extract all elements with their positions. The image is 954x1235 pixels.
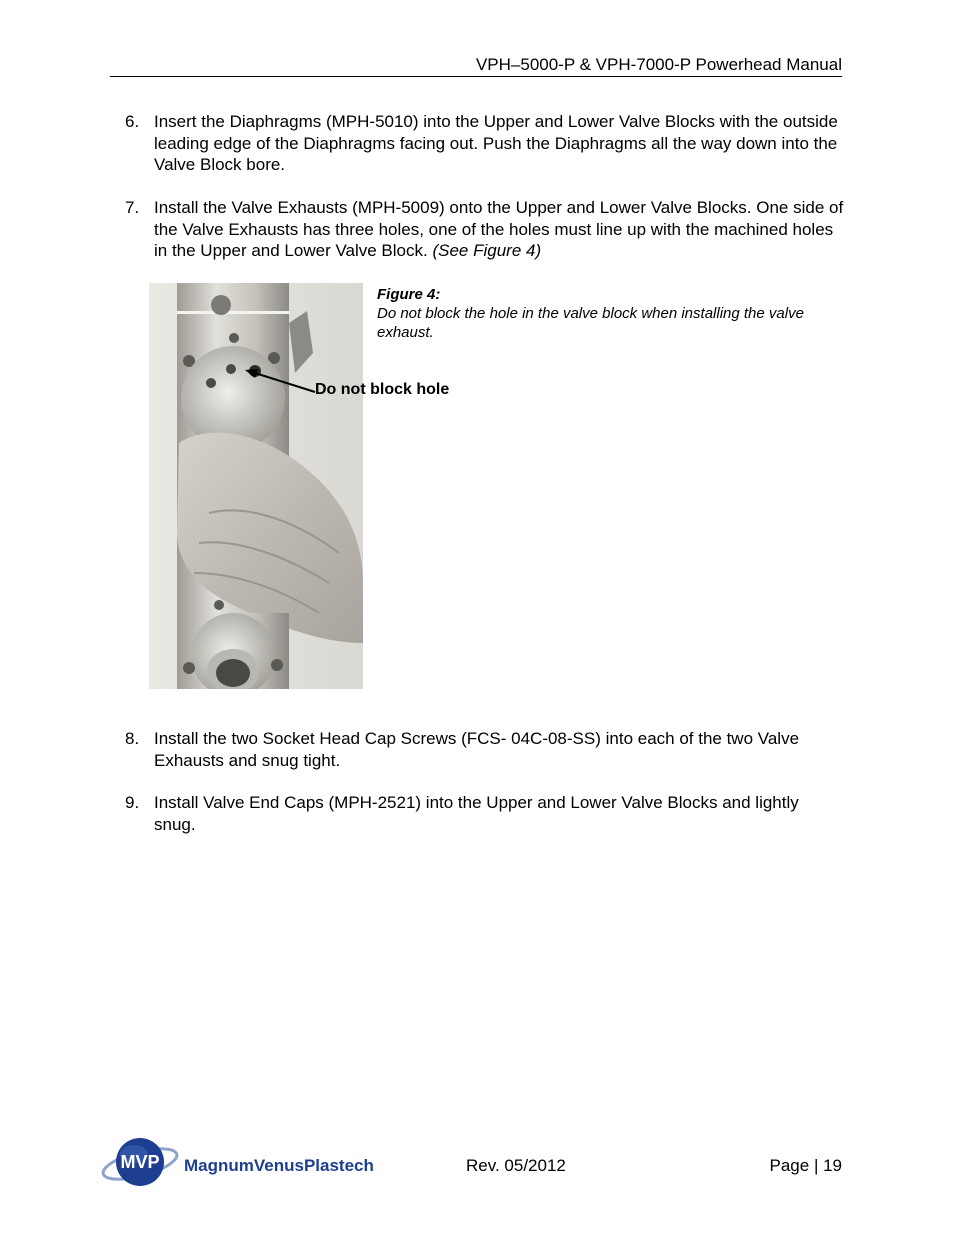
step-text: Install the two Socket Head Cap Screws (FCS- 04C-08-SS) into each of the two Valve Exhausts and snug tight.: [154, 729, 800, 770]
logo-wordmark: MagnumVenusPlastech: [184, 1156, 374, 1175]
page-number: Page | 19: [769, 1156, 842, 1175]
step-number: 6.: [125, 112, 140, 131]
figure-title: Figure 4:: [377, 286, 441, 303]
step-9: [125, 792, 845, 835]
header-divider: [110, 76, 842, 77]
figure-reference: (See Figure 4): [432, 241, 542, 260]
figure-4-photo: [149, 283, 363, 689]
step-7: [125, 197, 845, 262]
logo-badge-text: MVP: [120, 1152, 160, 1172]
step-text: Install the Valve Exhausts (MPH-5009) onto the Upper and Lower Valve Blocks. One side of the Valve Exhausts has three holes, one of the holes must line up with the machined holes in the Upper and Lower Valve Block.: [154, 198, 844, 260]
figure-caption: [377, 285, 837, 342]
step-number: 9.: [125, 793, 140, 812]
figure-caption-text: Do not block the hole in the valve block when installing the valve exhaust.: [377, 305, 804, 341]
callout-arrow-icon: [245, 364, 325, 398]
step-number: 8.: [125, 729, 140, 748]
step-text: Insert the Diaphragms (MPH-5010) into the Upper and Lower Valve Blocks with the outside leading edge of the Diaphragms facing out. Push the Diaphragms all the way down into the Valve Block bore.: [154, 112, 838, 174]
revision-label: Rev. 05/2012: [466, 1156, 566, 1175]
step-number: 7.: [125, 198, 140, 217]
mvp-logo-icon: [100, 1130, 400, 1194]
page-header: VPH–5000-P & VPH-7000-P Powerhead Manual: [475, 55, 842, 74]
company-logo: [100, 1130, 400, 1194]
step-body: [154, 197, 845, 262]
step-text: Install Valve End Caps (MPH-2521) into the Upper and Lower Valve Blocks and lightly snug.: [154, 793, 799, 834]
valve-block-photo: [149, 283, 363, 689]
step-6: [125, 111, 845, 176]
step-8: [125, 728, 845, 771]
callout-label: Do not block hole: [315, 381, 450, 398]
